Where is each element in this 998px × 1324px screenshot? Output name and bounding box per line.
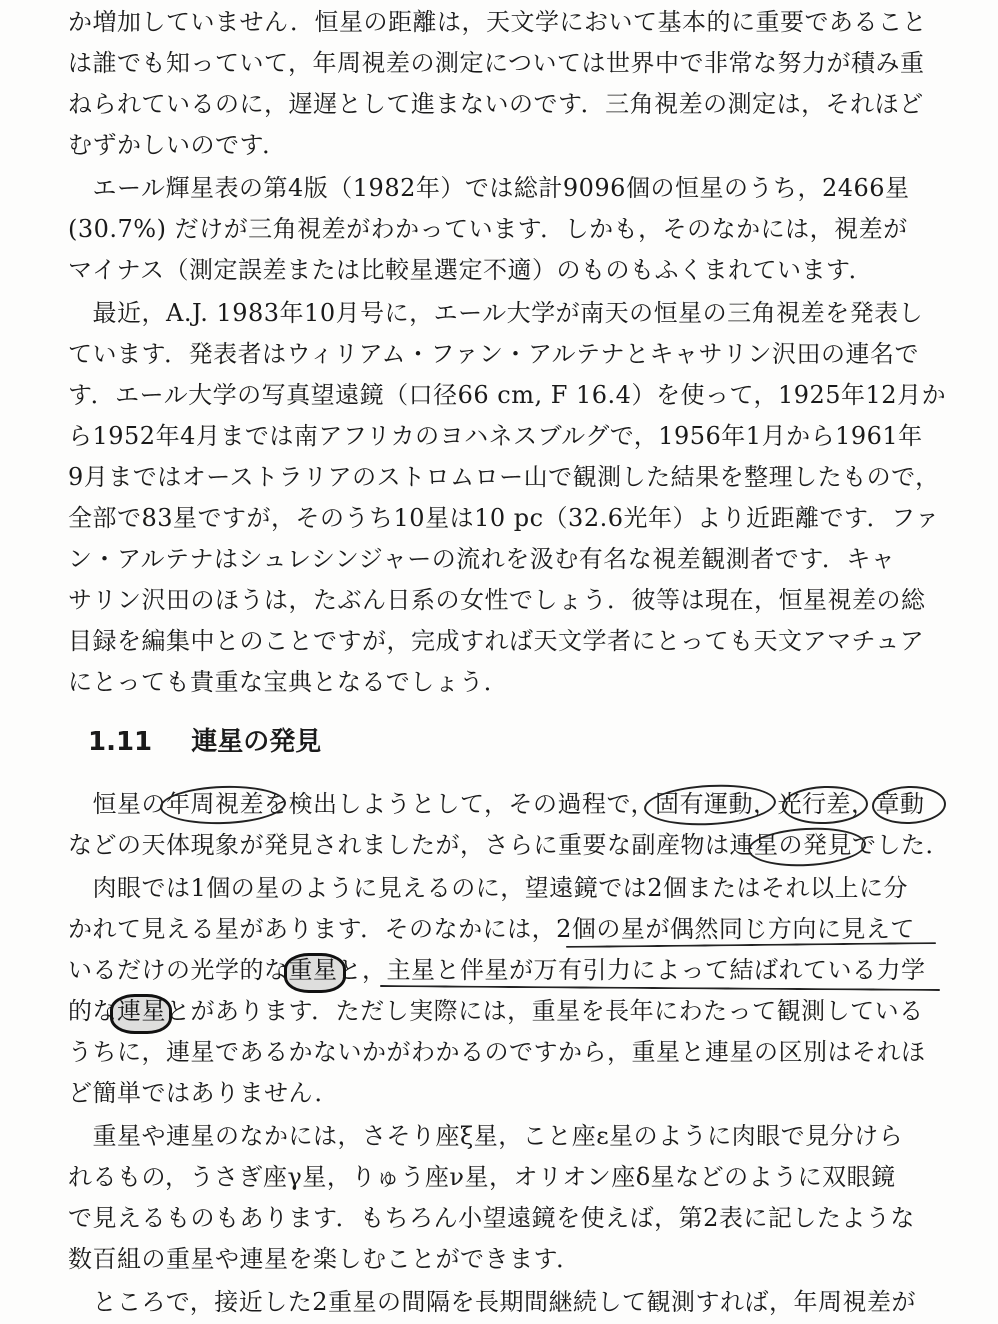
section-number: 1.11	[88, 727, 153, 757]
text-line: エール輝星表の第4版（1982年）では総計9096個の恒星のうち，2466星	[68, 174, 910, 202]
section-title: 連星の発見	[191, 727, 322, 757]
text-line: 目録を編集中とのことですが，完成すれば天文学者にとっても天文アマチュア	[68, 627, 925, 655]
text-line: (30.7%) だけが三角視差がわかっています．しかも，そのなかには，視差が	[68, 215, 908, 243]
text-line: 的な連星とがあります．ただし実際には，重星を長年にわたって観測している	[68, 997, 924, 1025]
text-line: サリン沢田のほうは，たぶん日系の女性でしょう．彼等は現在，恒星視差の総	[68, 586, 926, 614]
text-line: ら1952年4月までは南アフリカのヨハネスブルグで，1956年1月から1961年	[68, 422, 923, 450]
text-line: で見えるものもあります．もちろん小望遠鏡を使えば，第2表に記したような	[68, 1204, 915, 1232]
text-line: 全部で83星ですが，そのうち10星は10 pc（32.6光年）より近距離です．ファ	[68, 504, 940, 532]
text-line: 肉眼では1個の星のように見えるのに，望遠鏡では2個またはそれ以上に分	[68, 874, 909, 902]
text-line: いるだけの光学的な重星と，主星と伴星が万有引力によって結ばれている力学	[68, 956, 926, 984]
text-line: ど簡単ではありません．	[68, 1079, 339, 1107]
text-line: 重星や連星のなかには，さそり座ξ星，こと座ε星のように肉眼で見分けら	[68, 1122, 904, 1150]
text-line: うちに，連星であるかないかがわかるのですから，重星と連星の区別はそれほ	[68, 1038, 926, 1066]
text-line: マイナス（測定誤差または比較星選定不適）のものもふくまれています．	[68, 256, 874, 284]
text-line: ン・アルテナはシュレシンジャーの流れを汲む有名な視差観測者です．キャ	[68, 545, 896, 573]
text-line: 恒星の年周視差を検出しようとして，その過程で，固有運動，光行差，章動	[68, 790, 925, 818]
text-line: れるもの，うさぎ座γ星，りゅう座ν星，オリオン座δ星などのように双眼鏡	[68, 1163, 896, 1191]
text-line: かれて見える星があります．そのなかには，2個の星が偶然同じ方向に見えて	[68, 915, 915, 943]
text-line: ところで，接近した2重星の間隔を長期間継続して観測すれば，年周視差が	[68, 1288, 917, 1316]
text-line: ねられているのに，遅遅として進まないのです．三角視差の測定は，それほど	[68, 90, 924, 118]
text-line: 9月まではオーストラリアのストロムロー山で観測した結果を整理したもので，	[68, 463, 940, 491]
text-line: す．エール大学の写真望遠鏡（口径66 cm, F 16.4）を使って，1925年12月か	[68, 381, 947, 409]
section-heading	[88, 720, 321, 764]
text-line: ています．発表者はウィリアム・ファン・アルテナとキャサリン沢田の連名で	[68, 340, 920, 368]
text-line: は誰でも知っていて，年周視差の測定については世界中で非常な努力が積み重	[68, 49, 925, 77]
text-line: などの天体現象が発見されましたが，さらに重要な副産物は連星の発見でした．	[68, 831, 950, 859]
text-line: 最近，A.J. 1983年10月号に，エール大学が南天の恒星の三角視差を発表し	[68, 299, 924, 327]
text-line: むずかしいのです．	[68, 131, 287, 159]
text-line: 数百組の重星や連星を楽しむことができます．	[68, 1245, 581, 1273]
text-line: にとっても貴重な宝典となるでしょう．	[68, 668, 509, 696]
text-line: か増加していません．恒星の距離は，天文学において基本的に重要であること	[68, 8, 927, 36]
